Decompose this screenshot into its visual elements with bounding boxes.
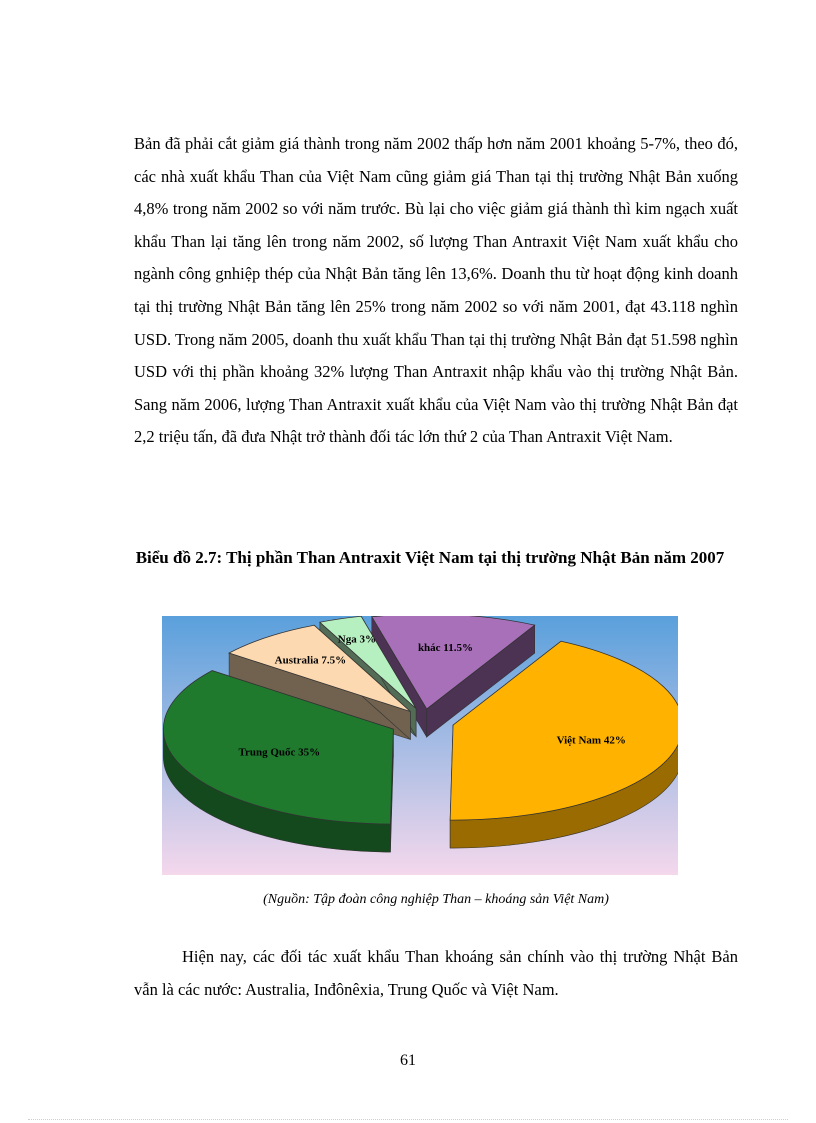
chart-title: Biểu đồ 2.7: Thị phần Than Antraxit Việt Nam tại thị trường Nhật Bản năm 2007 bbox=[135, 548, 725, 567]
pie-chart bbox=[162, 616, 678, 875]
pie-chart-svg bbox=[162, 616, 678, 875]
pie-slice-label: Trung Quốc 35% bbox=[238, 746, 321, 759]
pie-slice-label: Australia 7.5% bbox=[274, 654, 347, 667]
page-number: 61 bbox=[400, 1052, 416, 1069]
body-paragraph-2: Hiện nay, các đối tác xuất khẩu Than khoáng sản chính vào thị trường Nhật Bản vẫn là các nước: Australia, Inđônêxia, Trung Quốc và Việt Nam. bbox=[134, 947, 738, 999]
pie-slice-label: Việt Nam 42% bbox=[556, 734, 626, 747]
chart-source-note: (Nguồn: Tập đoàn công nghiệp Than – khoáng sản Việt Nam) bbox=[263, 892, 609, 907]
pie-slice-label: khác 11.5% bbox=[417, 641, 473, 654]
pie-slice-label: Nga 3% bbox=[337, 633, 376, 646]
body-paragraph-1: Bản đã phải cắt giảm giá thành trong năm 2002 thấp hơn năm 2001 khoảng 5-7%, theo đó, các nhà xuất khẩu Than của Việt Nam cũng giảm giá Than tại thị trường Nhật Bản xuống 4,8% trong năm 2002 so với năm trước. Bù lại cho việc giảm giá thành thì kim ngạch xuất khẩu Than lại tăng lên trong năm 2002, số lượng Than Antraxit Việt Nam xuất khẩu cho ngành công gnhiệp thép của Nhật Bản tăng lên 13,6%. Doanh thu từ hoạt động kinh doanh tại thị trường Nhật Bản tăng lên 25% trong năm 2002 so với năm 2001, đạt 43.118 nghìn USD. Trong năm 2005, doanh thu xuất khẩu Than tại thị trường Nhật Bản đạt 51.598 nghìn USD với thị phần khoảng 32% lượng Than Antraxit nhập khẩu vào thị trường Nhật Bản. Sang năm 2006, lượng Than Antraxit xuất khẩu của Việt Nam vào thị trường Nhật Bản đạt 2,2 triệu tấn, đã đưa Nhật trở thành đối tác lớn thứ 2 của Than Antraxit Việt Nam. bbox=[134, 134, 738, 447]
page-bottom-divider bbox=[28, 1119, 788, 1120]
